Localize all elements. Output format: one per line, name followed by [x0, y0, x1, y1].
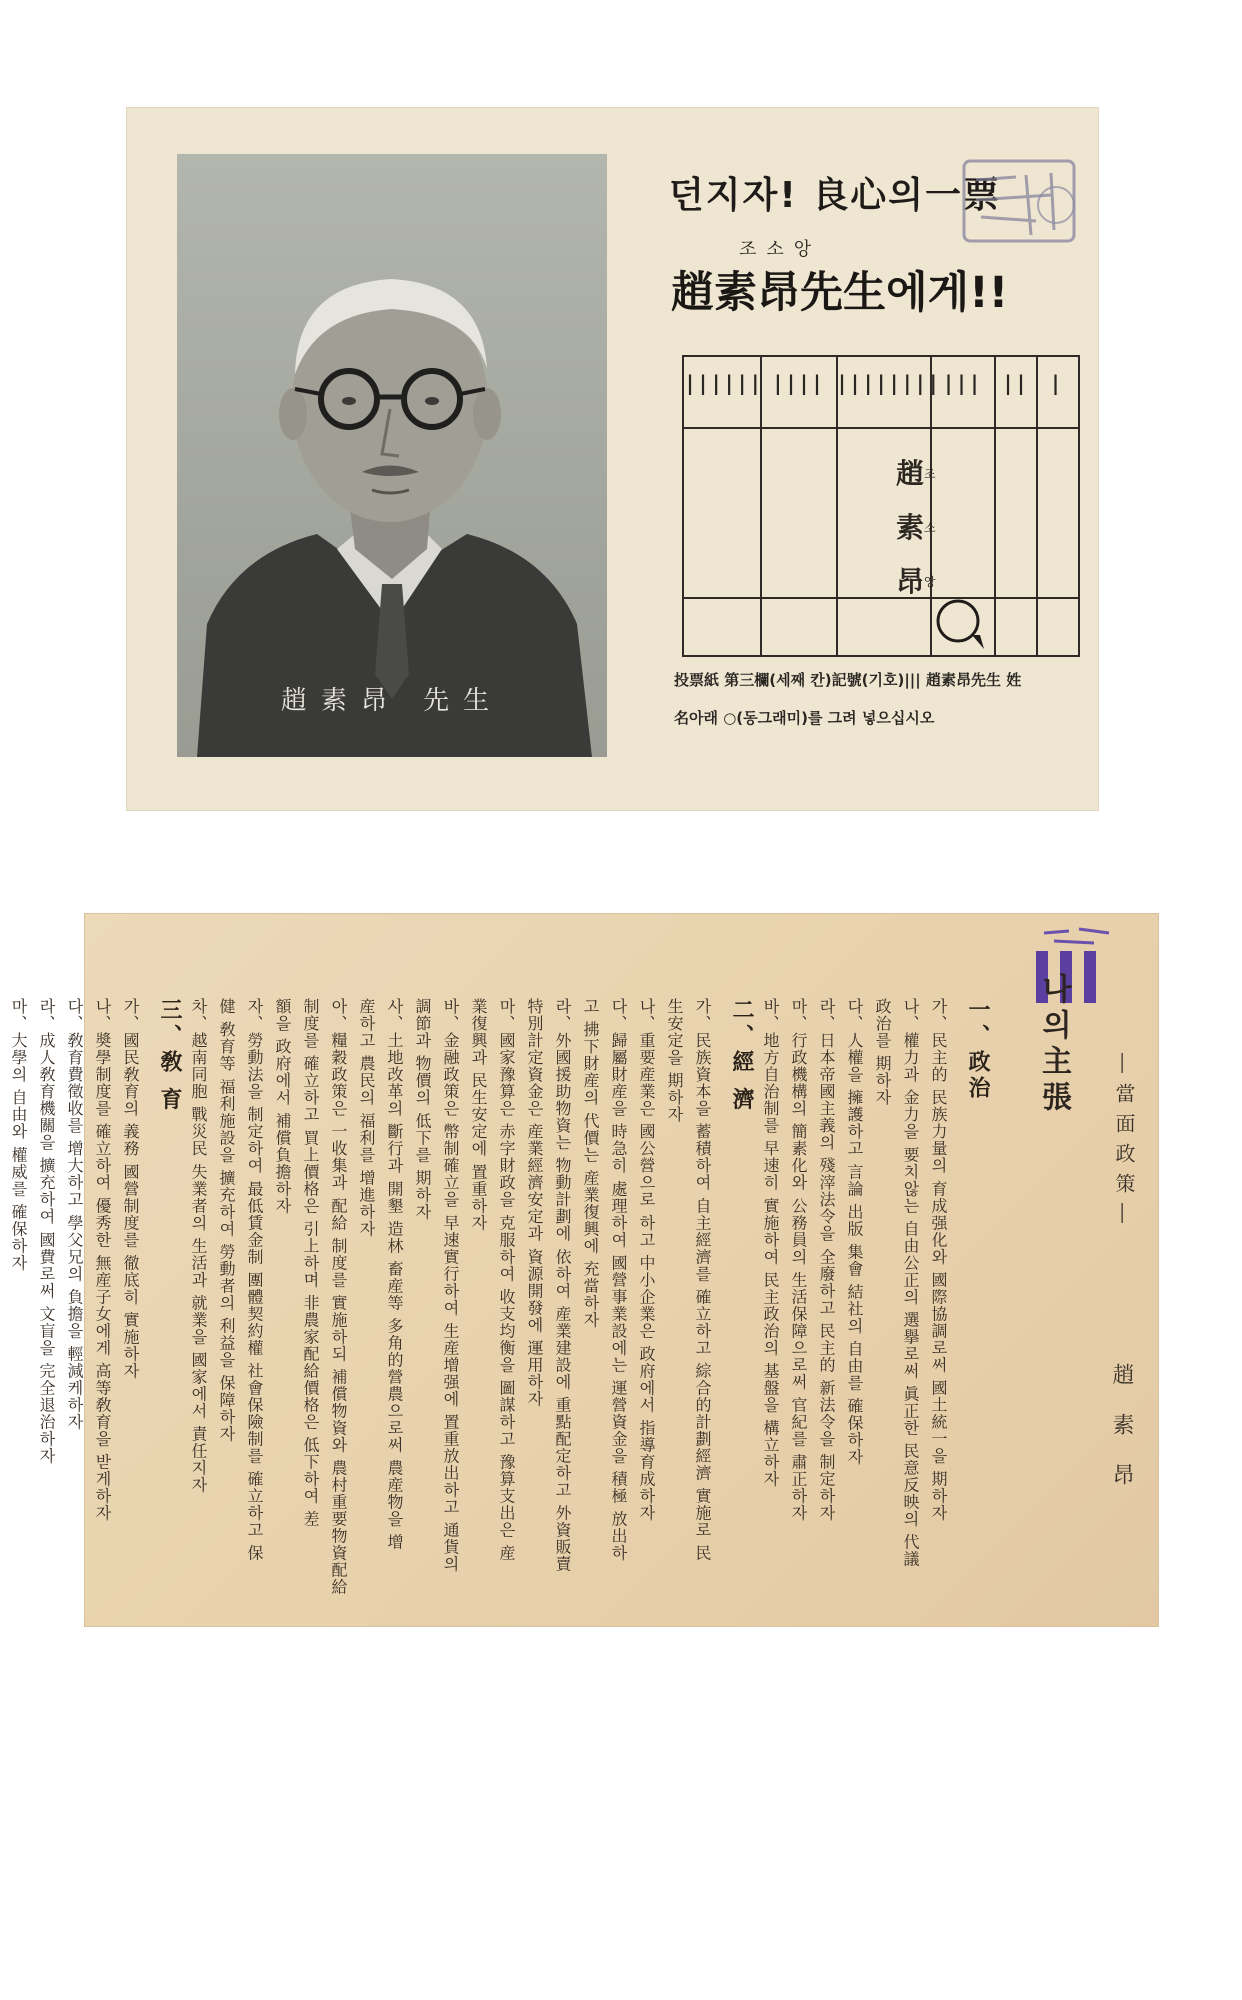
policy-line: 자、勞動法을 制定하여 最低賃金制 團體契約權 社會保險制를 確立하고 保 — [245, 998, 264, 1562]
policy-line: 마、行政機構의 簡素化와 公務員의 生活保障으로써 官紀를 肅正하자 — [789, 998, 808, 1522]
ballot-column — [760, 357, 838, 655]
policy-line: 나、奬學制度를 確立하여 優秀한 無産子女에게 高等敎育을 받게하자 — [93, 998, 112, 1522]
ballot-sample — [682, 355, 1080, 657]
ballot-column-number: |||||| — [684, 371, 763, 395]
policy-line: 바、金融政策은 幣制確立을 早速實行하여 生産增强에 置重放出하고 通貨의 — [441, 998, 460, 1573]
policy-line — [0, 998, 1, 1588]
policy-line: 가、民族資本을 蓄積하여 自主經濟를 確立하고 綜合的計劃經濟 實施로 民 — [693, 998, 712, 1562]
policy-line: 政治를 期하자 — [873, 998, 892, 1107]
ballot-column — [994, 357, 1038, 655]
policy-line: 業復興과 民生安定에 置重하자 — [469, 998, 488, 1232]
policy-line: 가、民主的 民族力量의 育成强化와 國際協調로써 國土統一을 期하자 — [929, 998, 948, 1522]
portrait-illustration — [177, 154, 607, 757]
policy-line: 다、歸屬財産을 時急히 處理하여 國營事業設에는 運營資金을 積極 放出하 — [609, 998, 628, 1562]
ballot-column-number: || — [1001, 371, 1029, 395]
ballot-candidate-name — [896, 447, 956, 609]
policy-line: 아、糧穀政策은 一收集과 配給 制度를 實施하되 補償物資와 農村重要物資配給 — [329, 998, 348, 1596]
policy-line: 制度를 確立하고 買上價格은 引上하며 非農家配給價格은 低下하여 差 — [301, 998, 320, 1528]
policy-line: 라、日本帝國主義의 殘滓法令을 全廢하고 民主的 新法令을 制定하자 — [817, 998, 836, 1522]
platform-subtitle: ―當面政策― — [1112, 1053, 1136, 1233]
candidate-photo — [177, 154, 607, 757]
section-heading: 三、敎 育 — [157, 998, 183, 1114]
ballot-name-char: 趙$^조$ — [896, 457, 936, 490]
ballot-divider — [684, 427, 1078, 429]
policy-line: 나、重要産業은 國公營으로 하고 中小企業은 政府에서 指導育成하자 — [637, 998, 656, 1522]
ballot-column-number: ||| — [942, 371, 982, 395]
policy-line: 라、外國援助物資는 物動計劃에 依하여 産業建設에 重點配定하고 外資販賣 — [553, 998, 572, 1573]
ballot-name-char: 素$^소$ — [896, 511, 936, 544]
policy-line: 마、大學의 自由와 權威를 確保하자 — [9, 998, 28, 1272]
name-reading: 조소앙 — [739, 239, 822, 260]
ballot-column — [684, 357, 762, 655]
ballot-column-number: | — [1049, 371, 1063, 395]
policy-line: 차、越南同胞 戰災民 失業者의 生活과 就業을 國家에서 責任지자 — [189, 998, 208, 1494]
policy-line: 産하고 農民의 福利를 增進하자 — [357, 998, 376, 1238]
policy-line: 健 敎育等 福利施設을 擴充하여 勞動者의 利益을 保障하자 — [217, 998, 236, 1443]
ballot-column — [1036, 357, 1076, 655]
section-heading: 二、經 濟 — [729, 998, 755, 1114]
policy-platform-sheet — [9, 913, 1159, 1627]
platform-text-columns — [0, 998, 991, 1596]
platform-title: 나의主張 — [1036, 973, 1071, 1117]
policy-line: 나、權力과 金力을 要치않는 自由公正의 選擧로써 眞正한 民意反映의 代議 — [901, 998, 920, 1568]
photo-caption: 趙素昂 先生 — [280, 686, 504, 716]
platform-author: 趙素昂 — [1109, 1363, 1134, 1513]
policy-line: 사、土地改革의 斷行과 開墾 造林 畜産等 多角的營農으로써 農産物을 增 — [385, 998, 404, 1551]
policy-line: 生安定을 期하자 — [665, 998, 684, 1124]
policy-line: 라、成人敎育機關을 擴充하여 國費로써 文盲을 完全退治하자 — [37, 998, 56, 1465]
policy-line: 다、人權을 擁護하고 言論 出版 集會 結社의 自由를 確保하자 — [845, 998, 864, 1466]
marking-circle-icon — [932, 595, 992, 655]
ballot-name-char: 昂$^앙$ — [896, 565, 936, 598]
policy-line: 다、敎育費徵收를 增大하고 學父兄의 負擔을 輕減케하자 — [65, 998, 84, 1431]
policy-line: 고 拂下財産의 代價는 産業復興에 充當하자 — [581, 998, 600, 1329]
slogan: 던지자! 良心의一票 — [669, 175, 1002, 216]
policy-line: 特別計定資金은 産業經濟安定과 資源開發에 運用하자 — [525, 998, 544, 1408]
policy-line: 調節과 物價의 低下를 期하자 — [413, 998, 432, 1221]
ballot-column-number: |||| — [771, 371, 825, 395]
ballot-divider — [684, 597, 1078, 599]
candidate-heading: 趙素昂先生에게!! — [671, 268, 1009, 318]
policy-line: 가、國民敎育의 義務 國營制度를 徹底히 實施하자 — [121, 998, 140, 1380]
policy-line: 바、地方自治制를 早速히 實施하여 民主政治의 基盤을 構立하자 — [761, 998, 780, 1488]
policy-line: 額을 政府에서 補償負擔하자 — [273, 998, 292, 1215]
campaign-flyer — [126, 107, 1099, 811]
ballot-column-number: |||||||| — [836, 371, 941, 395]
section-heading: 一、政治 — [965, 998, 991, 1102]
policy-line: 마、國家豫算은 赤字財政을 克服하여 收支均衡을 圖謀하고 豫算支出은 産 — [497, 998, 516, 1562]
voting-instruction: 投票紙 第三欄(세째 칸)記號(기호)||| 趙素昂先生 姓 — [674, 671, 1022, 689]
voting-instruction: 名아래 ○(동그래미)를 그려 넣으십시오 — [674, 709, 935, 727]
stamp-icon — [956, 155, 1080, 247]
